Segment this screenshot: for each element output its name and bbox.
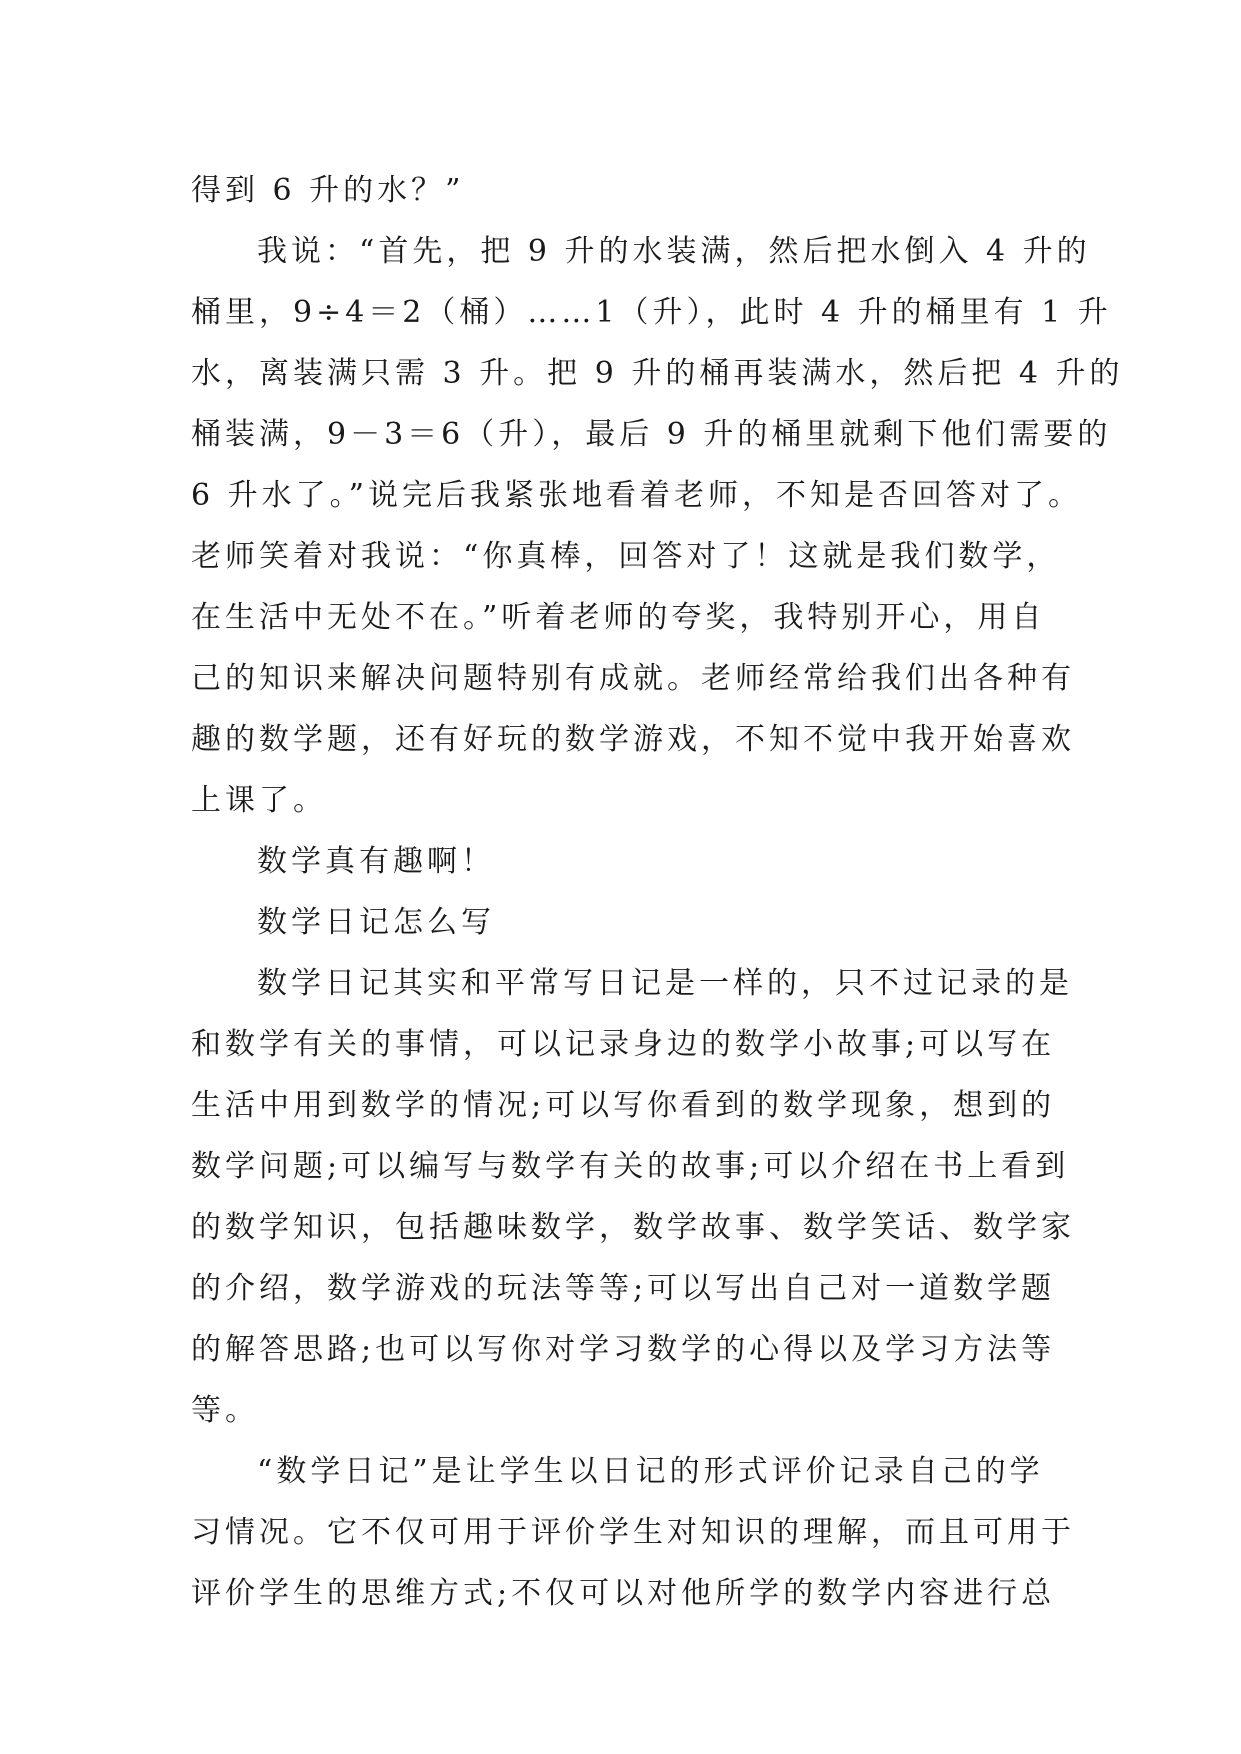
text-line: 数学真有趣啊！ <box>257 844 495 879</box>
text-line: 己的知识来解决问题特别有成就。老师经常给我们出各种有 <box>191 661 1075 696</box>
paragraph-6 <box>191 1441 1075 1624</box>
text-line: 我说：“首先，把 9 升的水装满，然后把水倒入 4 升的 <box>257 234 1091 269</box>
text-line: 水，离装满只需 3 升。把 9 升的桶再装满水，然后把 4 升的 <box>191 356 1124 391</box>
text-line: 的数学知识，包括趣味数学，数学故事、数学笑话、数学家 <box>191 1210 1075 1245</box>
text-line: 数学问题;可以编写与数学有关的故事;可以介绍在书上看到 <box>191 1149 1070 1184</box>
text-line: 生活中用到数学的情况;可以写你看到的数学现象，想到的 <box>191 1088 1056 1123</box>
text-line: 和数学有关的事情，可以记录身边的数学小故事;可以写在 <box>191 1027 1056 1062</box>
document-body <box>191 160 1124 1624</box>
text-line: 上课了。 <box>191 783 327 818</box>
text-line: 桶装满，9－3＝6（升），最后 9 升的桶里就剩下他们需要的 <box>191 417 1112 452</box>
heading-line: 数学日记怎么写 <box>257 905 495 940</box>
text-line: 习情况。它不仅可用于评价学生对知识的理解，而且可用于 <box>191 1515 1075 1550</box>
text-line: 6 升水了。”说完后我紧张地看着老师，不知是否回答对了。 <box>191 478 1082 513</box>
text-line: 老师笑着对我说：“你真棒，回答对了！这就是我们数学， <box>191 539 1061 574</box>
section-heading <box>191 892 1061 953</box>
text-line: 等。 <box>191 1393 259 1428</box>
text-line: 桶里，9÷4＝2（桶）……1（升），此时 4 升的桶里有 1 升 <box>191 295 1112 330</box>
text-line: 的介绍，数学游戏的玩法等等;可以写出自己对一道数学题 <box>191 1271 1056 1306</box>
paragraph-1 <box>191 160 1061 221</box>
text-line: “数学日记”是让学生以日记的形式评价记录自己的学 <box>257 1454 1044 1489</box>
text-line: 数学日记其实和平常写日记是一样的，只不过记录的是 <box>257 966 1073 1001</box>
text-line: 趣的数学题，还有好玩的数学游戏，不知不觉中我开始喜欢 <box>191 722 1075 757</box>
text-line: 得到 6 升的水？” <box>191 173 465 208</box>
paragraph-2 <box>191 221 1124 831</box>
paragraph-3 <box>191 831 1061 892</box>
text-line: 的解答思路;也可以写你对学习数学的心得以及学习方法等 <box>191 1332 1056 1367</box>
paragraph-5 <box>191 953 1075 1441</box>
text-line: 在生活中无处不在。”听着老师的夸奖，我特别开心，用自 <box>191 600 1046 635</box>
text-line: 评价学生的思维方式;不仅可以对他所学的数学内容进行总 <box>191 1576 1056 1611</box>
